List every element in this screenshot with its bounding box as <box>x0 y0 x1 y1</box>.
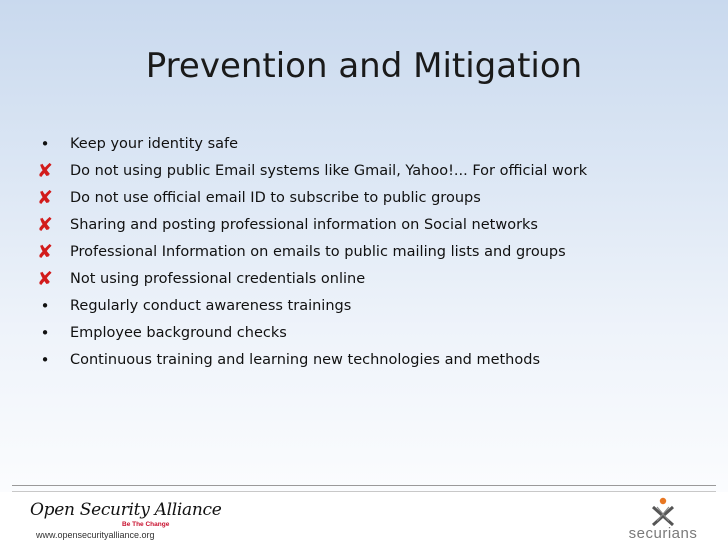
bullet-marker: ✘ <box>37 187 53 209</box>
bullet-text: Do not using public Email systems like Gmail, Yahoo!... For official work <box>70 163 588 179</box>
bullet-marker: • <box>40 324 50 342</box>
bullet-item <box>30 158 720 185</box>
bullet-marker: ✘ <box>37 160 53 182</box>
bullet-item <box>30 293 720 320</box>
bullet-marker: • <box>40 351 50 369</box>
footer-divider <box>12 485 716 486</box>
bullet-marker: • <box>40 297 50 315</box>
bullet-text: Professional Information on emails to public mailing lists and groups <box>70 244 566 260</box>
bullet-item <box>30 185 720 212</box>
bullet-marker: ✘ <box>37 241 53 263</box>
bullet-item <box>30 320 720 347</box>
bullet-item <box>30 239 720 266</box>
bullet-text: Regularly conduct awareness trainings <box>70 298 352 314</box>
bullet-marker: ✘ <box>37 214 53 236</box>
bullet-text: Not using professional credentials online <box>70 271 366 287</box>
bullet-text: Keep your identity safe <box>70 136 239 152</box>
bullet-text: Continuous training and learning new technologies and methods <box>70 352 541 368</box>
bullet-list <box>30 131 720 374</box>
securians-logo-name: securians <box>628 525 698 542</box>
bullet-item <box>30 131 720 158</box>
bullet-text: Sharing and posting professional information on Social networks <box>70 217 538 233</box>
osa-logo-tagline: Be The Change <box>122 521 170 528</box>
securians-mark-icon <box>648 497 678 527</box>
bullet-item <box>30 212 720 239</box>
open-security-alliance-logo <box>30 500 222 542</box>
bullet-item <box>30 347 720 374</box>
bullet-text: Do not use official email ID to subscribe to public groups <box>70 190 481 206</box>
bullet-item <box>30 266 720 293</box>
osa-website-link[interactable]: www.opensecurityalliance.org <box>36 530 155 540</box>
bullet-marker: • <box>40 135 50 153</box>
osa-logo-name: Open Security Alliance <box>30 500 222 520</box>
slide-title: Prevention and Mitigation <box>145 46 583 86</box>
securians-logo <box>620 497 720 543</box>
footer-divider-secondary <box>12 491 716 492</box>
bullet-text: Employee background checks <box>70 325 287 341</box>
bullet-marker: ✘ <box>37 268 53 290</box>
